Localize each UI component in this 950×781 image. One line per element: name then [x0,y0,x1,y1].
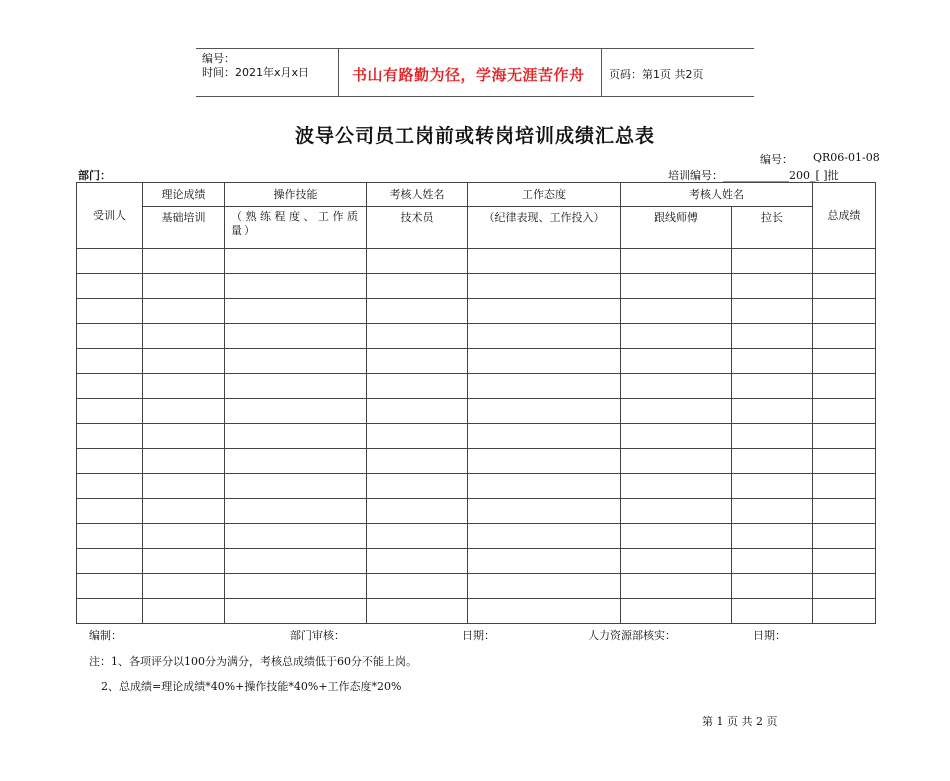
table-cell[interactable] [225,574,367,599]
table-row [77,549,876,574]
table-cell[interactable] [77,449,143,474]
table-cell[interactable] [468,399,621,424]
table-cell[interactable] [367,599,468,624]
table-cell[interactable] [468,374,621,399]
table-row [77,274,876,299]
table-row [77,374,876,399]
page-title: 波导公司员工岗前或转岗培训成绩汇总表 [294,125,655,147]
table-row [77,574,876,599]
training-number: 培训编号：____________200_[ ]批 [668,169,839,182]
table-cell[interactable] [813,374,876,399]
header-assessor-1-sub: 技术员 [367,207,468,249]
header-theory: 理论成绩 [143,183,225,207]
table-cell[interactable] [225,424,367,449]
table-cell[interactable] [732,299,813,324]
table-cell[interactable] [732,249,813,274]
table-cell[interactable] [468,349,621,374]
table-cell[interactable] [621,524,732,549]
table-cell[interactable] [77,274,143,299]
table-cell[interactable] [77,474,143,499]
header-divider-right [601,48,602,97]
table-cell[interactable] [143,274,225,299]
table-cell[interactable] [143,574,225,599]
table-cell[interactable] [77,399,143,424]
date-label-2: 日期： [753,629,786,642]
form-number-label: 编号： [760,153,793,166]
table-cell[interactable] [77,299,143,324]
table-cell[interactable] [225,399,367,424]
table-row [77,474,876,499]
table-cell[interactable] [225,374,367,399]
table-cell[interactable] [468,299,621,324]
table-row [77,324,876,349]
table-cell[interactable] [143,449,225,474]
table-cell[interactable] [813,424,876,449]
hr-verify-label: 人力资源部核实： [588,629,676,642]
table-cell[interactable] [367,574,468,599]
table-cell[interactable] [621,424,732,449]
note-2: 2、总成绩=理论成绩*40%+操作技能*40%+工作态度*20% [101,680,402,693]
table-cell[interactable] [77,524,143,549]
score-summary-table [76,182,876,624]
table-cell[interactable] [813,599,876,624]
header-number-label: 编号： [202,52,235,65]
header-divider-left [338,48,339,97]
table-cell[interactable] [143,599,225,624]
table-cell[interactable] [225,524,367,549]
note-1: 注：1、各项评分以100分为满分，考核总成绩低于60分不能上岗。 [89,655,417,668]
table-cell[interactable] [367,399,468,424]
table-cell[interactable] [143,249,225,274]
table-cell[interactable] [732,599,813,624]
table-row [77,299,876,324]
table-cell[interactable] [225,349,367,374]
table-cell[interactable] [468,274,621,299]
table-cell[interactable] [143,524,225,549]
table-row [77,599,876,624]
header-theory-sub: 基础培训 [143,207,225,249]
table-cell[interactable] [468,449,621,474]
table-cell[interactable] [621,449,732,474]
header-time: 时间：2021年x月x日 [202,66,310,79]
table-cell[interactable] [732,474,813,499]
table-row [77,249,876,274]
table-cell[interactable] [367,474,468,499]
header-assessor-1: 考核人姓名 [367,183,468,207]
table-cell[interactable] [367,374,468,399]
table-cell[interactable] [225,449,367,474]
table-row [77,399,876,424]
table-cell[interactable] [468,249,621,274]
table-cell[interactable] [813,549,876,574]
table-cell[interactable] [732,549,813,574]
table-cell[interactable] [143,499,225,524]
table-cell[interactable] [621,349,732,374]
table-cell[interactable] [143,299,225,324]
table-cell[interactable] [367,324,468,349]
table-cell[interactable] [143,549,225,574]
table-cell[interactable] [813,349,876,374]
table-cell[interactable] [367,249,468,274]
table-cell[interactable] [732,574,813,599]
header-skill-sub: （熟练程度、工作质量） [225,207,367,249]
table-cell[interactable] [468,474,621,499]
table-cell[interactable] [77,499,143,524]
table-cell[interactable] [468,599,621,624]
table-cell[interactable] [732,499,813,524]
table-cell[interactable] [225,599,367,624]
table-cell[interactable] [367,274,468,299]
table-cell[interactable] [621,599,732,624]
table-cell[interactable] [468,324,621,349]
table-cell[interactable] [143,399,225,424]
table-cell[interactable] [621,399,732,424]
header-bottom-line [196,96,754,97]
table-cell[interactable] [468,524,621,549]
table-cell[interactable] [621,574,732,599]
table-cell[interactable] [621,374,732,399]
table-cell[interactable] [143,324,225,349]
table-row [77,524,876,549]
table-cell[interactable] [77,249,143,274]
table-row [77,499,876,524]
table-row [77,349,876,374]
table-cell[interactable] [813,299,876,324]
table-cell[interactable] [468,549,621,574]
header-trainee: 受训人 [77,183,143,249]
date-label-1: 日期： [462,629,495,642]
table-cell[interactable] [367,424,468,449]
header-skill: 操作技能 [225,183,367,207]
table-cell[interactable] [813,574,876,599]
table-cell[interactable] [813,499,876,524]
table-row [77,449,876,474]
compiled-by-label: 编制： [89,629,122,642]
table-cell[interactable] [367,299,468,324]
table-cell[interactable] [225,474,367,499]
table-cell[interactable] [621,249,732,274]
header-page-code: 页码：第1页 共2页 [609,68,704,81]
table-cell[interactable] [468,424,621,449]
table-cell[interactable] [367,449,468,474]
header-assessor-2: 考核人姓名 [621,183,813,207]
table-cell[interactable] [143,474,225,499]
table-cell[interactable] [732,324,813,349]
header-assessor-2-sub2: 拉长 [732,207,813,249]
table-cell[interactable] [621,549,732,574]
table-cell[interactable] [225,549,367,574]
table-cell[interactable] [732,349,813,374]
table-cell[interactable] [225,499,367,524]
table-cell[interactable] [77,424,143,449]
table-cell[interactable] [225,249,367,274]
table-cell[interactable] [813,449,876,474]
table-cell[interactable] [813,324,876,349]
header-total: 总成绩 [813,183,876,249]
table-cell[interactable] [225,324,367,349]
table-cell[interactable] [732,374,813,399]
table-cell[interactable] [77,549,143,574]
table-cell[interactable] [468,499,621,524]
table-cell[interactable] [621,499,732,524]
header-top-line [196,48,754,49]
header-attitude: 工作态度 [468,183,621,207]
table-cell[interactable] [77,574,143,599]
table-cell[interactable] [732,449,813,474]
table-row [77,424,876,449]
table-cell[interactable] [367,349,468,374]
table-cell[interactable] [813,524,876,549]
table-cell[interactable] [813,249,876,274]
table-cell[interactable] [143,424,225,449]
table-cell[interactable] [732,399,813,424]
table-cell[interactable] [367,499,468,524]
table-cell[interactable] [732,274,813,299]
table-cell[interactable] [732,424,813,449]
table-cell[interactable] [77,374,143,399]
table-cell[interactable] [143,374,225,399]
table-cell[interactable] [77,324,143,349]
table-cell[interactable] [813,274,876,299]
header-assessor-2-sub1: 跟线师傅 [621,207,732,249]
form-number-value: QR06-01-08 [813,151,880,164]
page-number-footer: 第 1 页 共 2 页 [702,715,778,728]
table-cell[interactable] [77,599,143,624]
table-cell[interactable] [367,549,468,574]
table-cell[interactable] [468,574,621,599]
table-cell[interactable] [813,474,876,499]
table-cell[interactable] [225,274,367,299]
dept-review-label: 部门审核： [290,629,345,642]
table-cell[interactable] [621,299,732,324]
table-cell[interactable] [225,299,367,324]
table-cell[interactable] [143,349,225,374]
table-cell[interactable] [732,524,813,549]
header-motto: 书山有路勤为径，学海无涯苦作舟 [352,66,585,84]
header-attitude-sub: （纪律表现、工作投入） [468,207,621,249]
table-cell[interactable] [621,324,732,349]
table-cell[interactable] [813,399,876,424]
table-cell[interactable] [621,274,732,299]
department-label: 部门： [78,169,111,182]
table-cell[interactable] [621,474,732,499]
table-cell[interactable] [367,524,468,549]
table-cell[interactable] [77,349,143,374]
